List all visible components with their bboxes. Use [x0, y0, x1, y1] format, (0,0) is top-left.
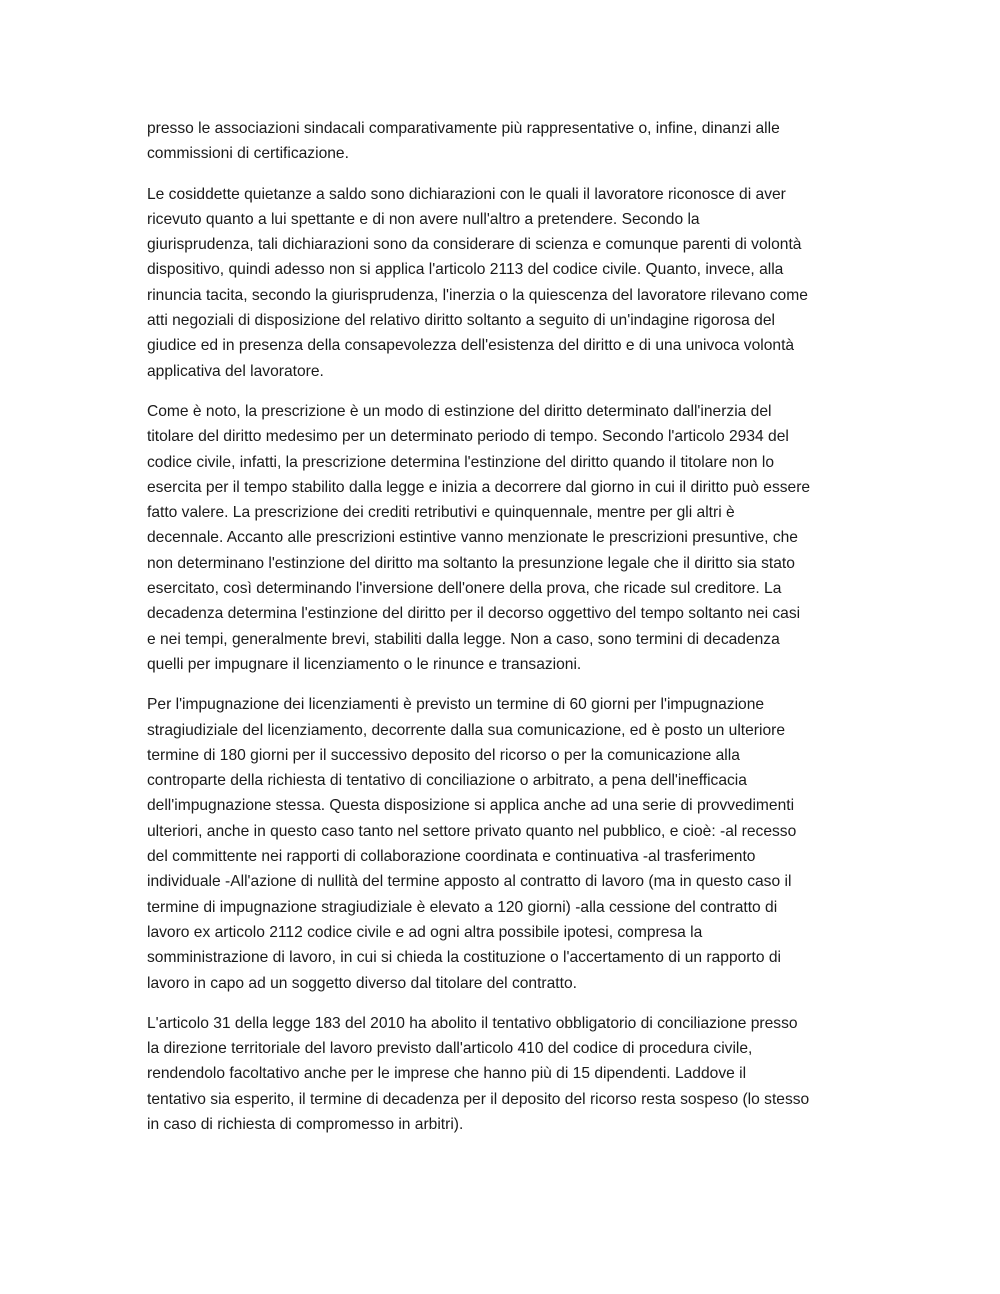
document-body: [147, 116, 857, 1152]
text-line: L'articolo 31 della legge 183 del 2010 ha abolito il tentativo obbligatorio di conciliazione presso: [147, 1014, 798, 1032]
text-line: giudice ed in presenza della consapevolezza dell'esistenza del diritto e di una univoca volontà: [147, 337, 795, 355]
text-line: individuale -All'azione di nullità del termine apposto al contratto di lavoro (ma in questo caso il: [147, 873, 792, 891]
text-line: decadenza determina l'estinzione del diritto per il decorso oggettivo del tempo soltanto nei casi: [147, 605, 801, 623]
text-line: in caso di richiesta di compromesso in arbitri).: [147, 1115, 464, 1133]
text-line: titolare del diritto medesimo per un determinato periodo di tempo. Secondo l'articolo 2934 del: [147, 428, 789, 446]
text-line: atti negoziali di disposizione del relativo diritto soltanto a seguito di un'indagine rigorosa del: [147, 312, 775, 330]
text-line: lavoro ex articolo 2112 codice civile e ad ogni altra possibile ipotesi, compresa la: [147, 923, 703, 941]
text-line: giurisprudenza, tali dichiarazioni sono da considerare di scienza e comunque parenti di volontà: [147, 236, 802, 254]
text-line: controparte della richiesta di tentativo di conciliazione o arbitrato, a pena dell'inefficacia: [147, 772, 747, 790]
text-line: esercitato, così determinando l'inversione dell'onere della prova, che ricade sul creditore. La: [147, 580, 782, 598]
text-line: quelli per impugnare il licenziamento o le rinunce e transazioni.: [147, 655, 582, 673]
text-line: rinuncia tacita, secondo la giurisprudenza, l'inerzia o la quiescenza del lavoratore rilevano come: [147, 286, 808, 304]
text-line: ulteriori, anche in questo caso tanto nel settore privato quanto nel pubblico, e cioè: -al recesso: [147, 822, 797, 840]
text-line: Le cosiddette quietanze a saldo sono dichiarazioni con le quali il lavoratore riconosce di aver: [147, 185, 786, 203]
paragraph-4: [147, 692, 857, 996]
text-line: non determinano l'estinzione del diritto ma soltanto la presunzione legale che il diritto sia stato: [147, 554, 795, 572]
text-line: esercita per il tempo stabilito dalla legge e inizia a decorrere dal giorno in cui il diritto può essere: [147, 478, 811, 496]
text-line: decennale. Accanto alle prescrizioni estintive vanno menzionate le prescrizioni presuntive, che: [147, 529, 798, 547]
text-line: termine di 180 giorni per il successivo deposito del ricorso o per la comunicazione alla: [147, 746, 740, 764]
text-line: del committente nei rapporti di collaborazione coordinata e continuativa -al trasferimento: [147, 848, 756, 866]
text-line: Come è noto, la prescrizione è un modo di estinzione del diritto determinato dall'inerzia del: [147, 402, 772, 420]
text-line: termine di impugnazione stragiudiziale è elevato a 120 giorni) -alla cessione del contratto di: [147, 898, 778, 916]
text-line: Per l'impugnazione dei licenziamenti è previsto un termine di 60 giorni per l'impugnazione: [147, 696, 765, 714]
text-line: ricevuto quanto a lui spettante e di non avere null'altro a pretendere. Secondo la: [147, 210, 700, 228]
text-line: stragiudiziale del licenziamento, decorrente dalla sua comunicazione, ed è posto un ulteriore: [147, 721, 785, 739]
text-line: codice civile, infatti, la prescrizione determina l'estinzione del diritto quando il titolare non lo: [147, 453, 775, 471]
text-line: fatto valere. La prescrizione dei crediti retributivi e quinquennale, mentre per gli altri è: [147, 504, 735, 522]
text-line: la direzione territoriale del lavoro previsto dall'articolo 410 del codice di procedura civile,: [147, 1040, 753, 1058]
paragraph-5: [147, 1011, 857, 1137]
text-line: lavoro in capo ad un soggetto diverso dal titolare del contratto.: [147, 974, 577, 992]
paragraph-2: [147, 182, 857, 384]
text-line: commissioni di certificazione.: [147, 145, 349, 163]
text-line: dispositivo, quindi adesso non si applica l'articolo 2113 del codice civile. Quanto, invece, alla: [147, 261, 784, 279]
text-line: tentativo sia esperito, il termine di decadenza per il deposito del ricorso resta sospeso (lo stesso: [147, 1090, 810, 1108]
text-line: somministrazione di lavoro, in cui si chieda la costituzione o l'accertamento di un rapporto di: [147, 949, 781, 967]
paragraph-1: [147, 116, 857, 167]
paragraph-3: [147, 399, 857, 677]
text-line: e nei tempi, generalmente brevi, stabiliti dalla legge. Non a caso, sono termini di decadenza: [147, 630, 780, 648]
text-line: applicativa del lavoratore.: [147, 362, 324, 380]
text-line: rendendolo facoltativo anche per le imprese che hanno più di 15 dipendenti. Laddove il: [147, 1065, 747, 1083]
text-line: dell'impugnazione stessa. Questa disposizione si applica anche ad una serie di provvedimenti: [147, 797, 795, 815]
text-line: presso le associazioni sindacali comparativamente più rappresentative o, infine, dinanzi alle: [147, 120, 780, 137]
